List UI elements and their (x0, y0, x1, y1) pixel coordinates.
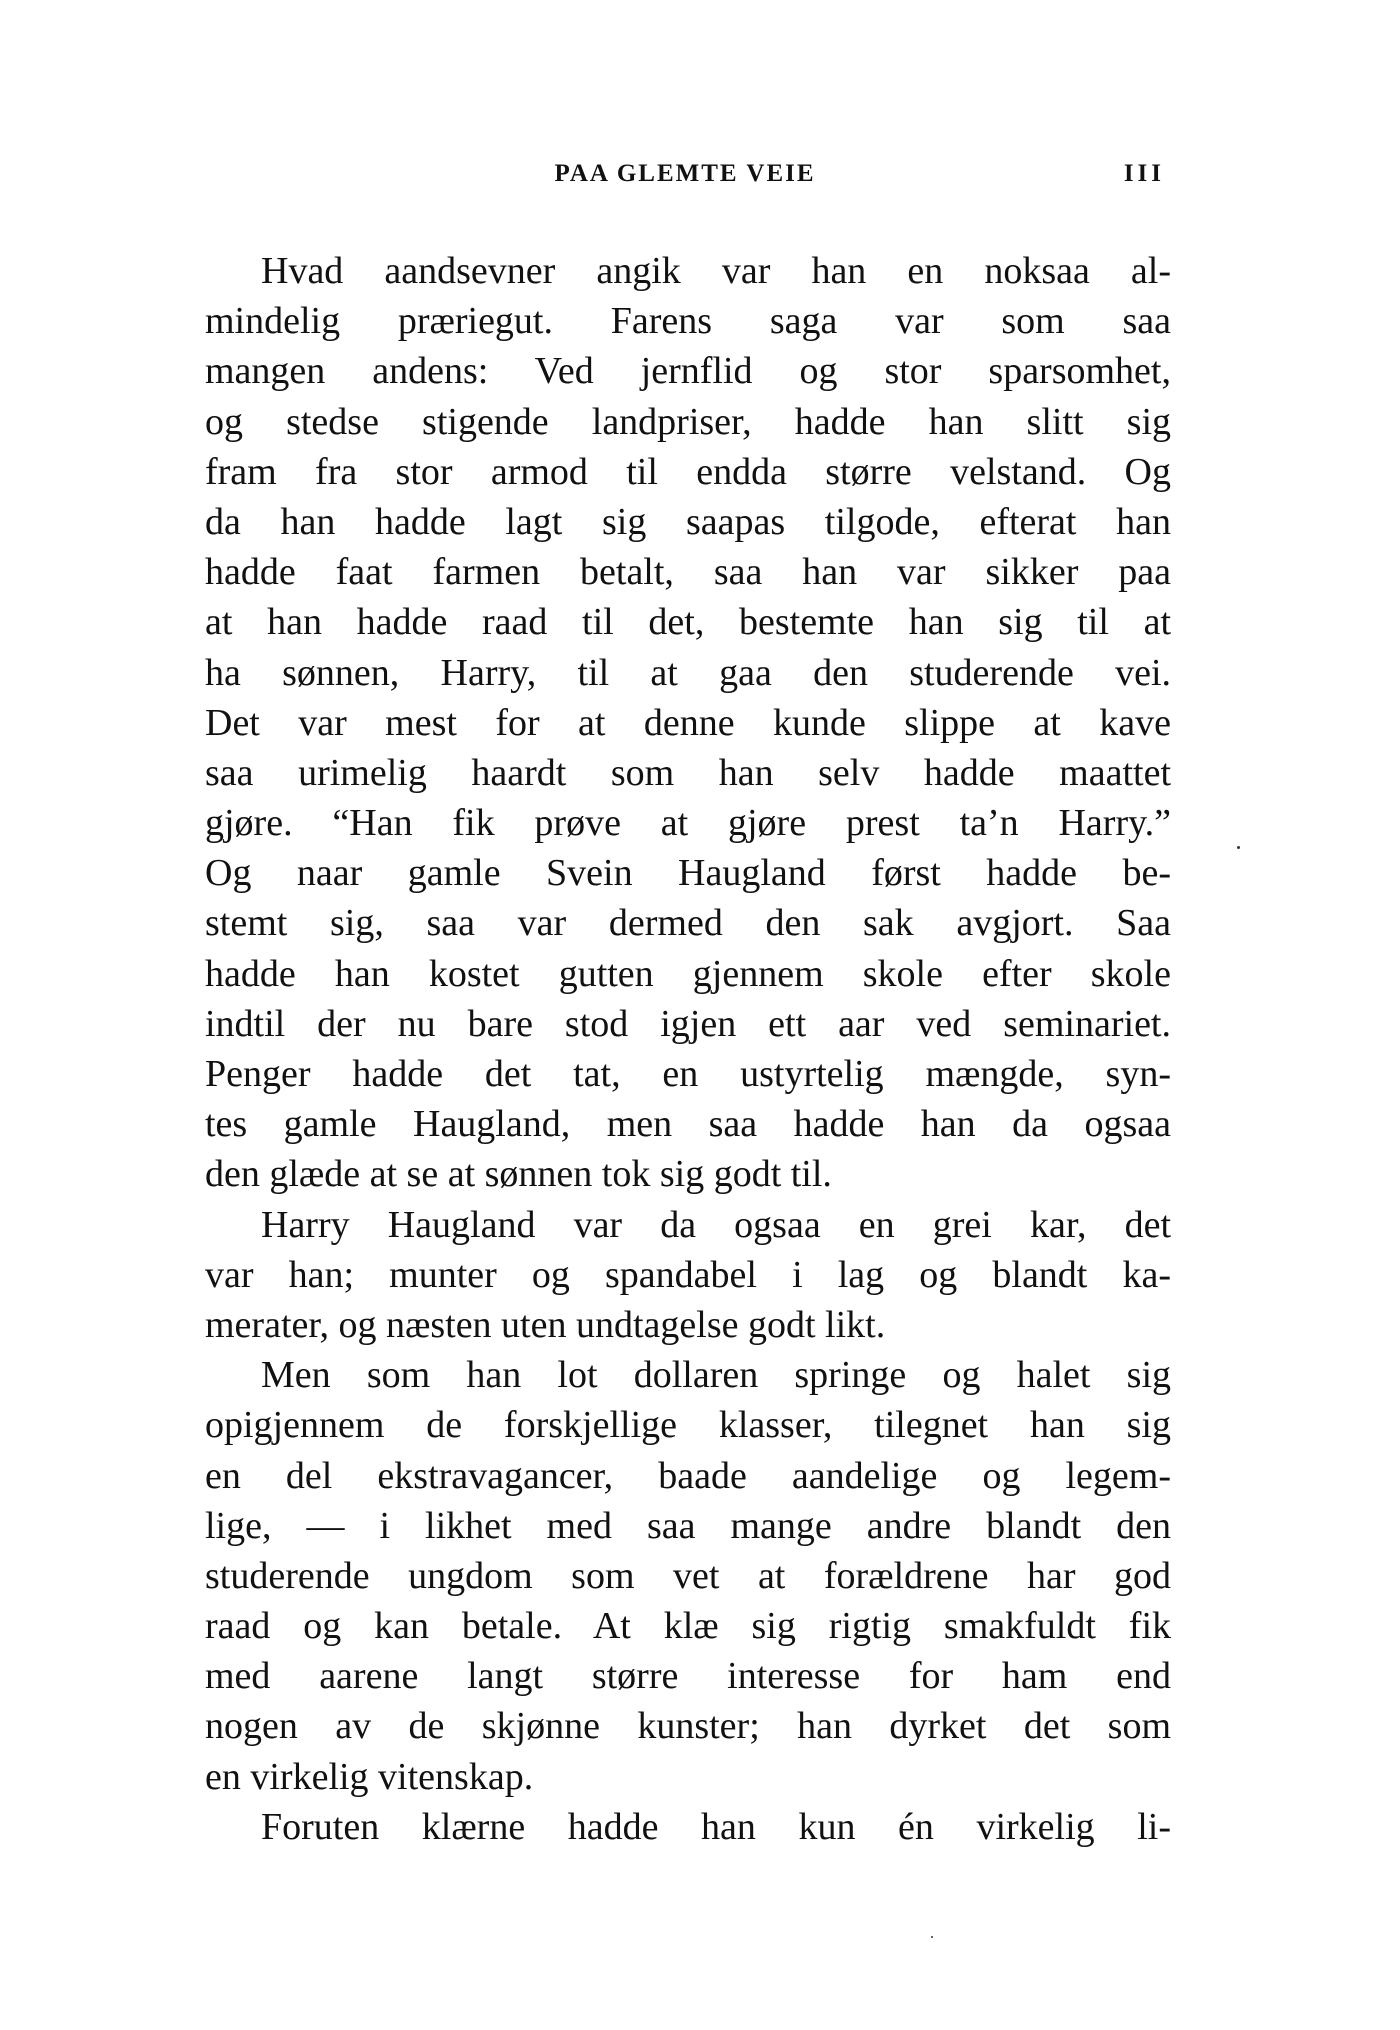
body-text (205, 246, 1171, 1852)
page-number: III (1123, 160, 1165, 187)
text-line: hadde faat farmen betalt, saa han var sikker paa (205, 551, 1171, 594)
paper-speck (931, 1936, 933, 1938)
text-line: med aarene langt større interesse for ham end (205, 1655, 1171, 1698)
text-line: og stedse stigende landpriser, hadde han slitt sig (205, 400, 1171, 443)
text-line: Harry Haugland var da ogsaa en grei kar, det (261, 1203, 1171, 1246)
text-line: at han hadde raad til det, bestemte han sig til at (205, 601, 1171, 644)
text-line: raad og kan betale. At klæ sig rigtig smakfuldt fik (205, 1605, 1171, 1648)
running-head (205, 160, 1165, 200)
text-line: studerende ungdom som vet at forældrene har god (205, 1554, 1171, 1597)
text-line: en del ekstravagancer, baade aandelige og legem- (205, 1454, 1171, 1497)
running-title: PAA GLEMTE VEIE (554, 160, 816, 187)
text-line: hadde han kostet gutten gjennem skole efter skole (205, 952, 1171, 995)
text-line: stemt sig, saa var dermed den sak avgjort. Saa (205, 902, 1171, 945)
text-line: Hvad aandsevner angik var han en noksaa al- (261, 250, 1171, 292)
text-line: mindelig præriegut. Farens saga var som saa (205, 300, 1171, 343)
text-line: Penger hadde det tat, en ustyrtelig mængde, syn- (205, 1053, 1171, 1095)
text-line: saa urimelig haardt som han selv hadde maattet (205, 751, 1171, 794)
text-line: lige, — i likhet med saa mange andre blandt den (205, 1504, 1171, 1547)
text-line: Det var mest for at denne kunde slippe at kave (205, 701, 1171, 744)
text-line: Foruten klærne hadde han kun én virkelig li- (261, 1805, 1171, 1848)
text-line: mangen andens: Ved jernflid og stor sparsomhet, (205, 350, 1171, 393)
paper-speck (1237, 846, 1240, 849)
text-line: var han; munter og spandabel i lag og blandt ka- (205, 1253, 1171, 1296)
text-line: opigjennem de forskjellige klasser, tilegnet han sig (205, 1404, 1171, 1447)
text-line: tes gamle Haugland, men saa hadde han da ogsaa (205, 1103, 1171, 1146)
text-line: den glæde at se at sønnen tok sig godt til. (205, 1153, 832, 1196)
text-line: da han hadde lagt sig saapas tilgode, efterat han (205, 500, 1171, 543)
text-line: Men som han lot dollaren springe og halet sig (261, 1354, 1171, 1397)
text-line: nogen av de skjønne kunster; han dyrket det som (205, 1705, 1171, 1748)
text-line: fram fra stor armod til endda større velstand. Og (205, 450, 1171, 493)
text-line: gjøre. “Han fik prøve at gjøre prest ta’n Harry.” (205, 802, 1171, 845)
text-line: indtil der nu bare stod igjen ett aar ved seminariet. (205, 1002, 1171, 1045)
text-line: en virkelig vitenskap. (205, 1755, 534, 1798)
text-line: Og naar gamle Svein Haugland først hadde be- (205, 852, 1171, 895)
text-line: ha sønnen, Harry, til at gaa den studerende vei. (205, 651, 1171, 694)
text-line: merater, og næsten uten undtagelse godt likt. (205, 1303, 886, 1346)
